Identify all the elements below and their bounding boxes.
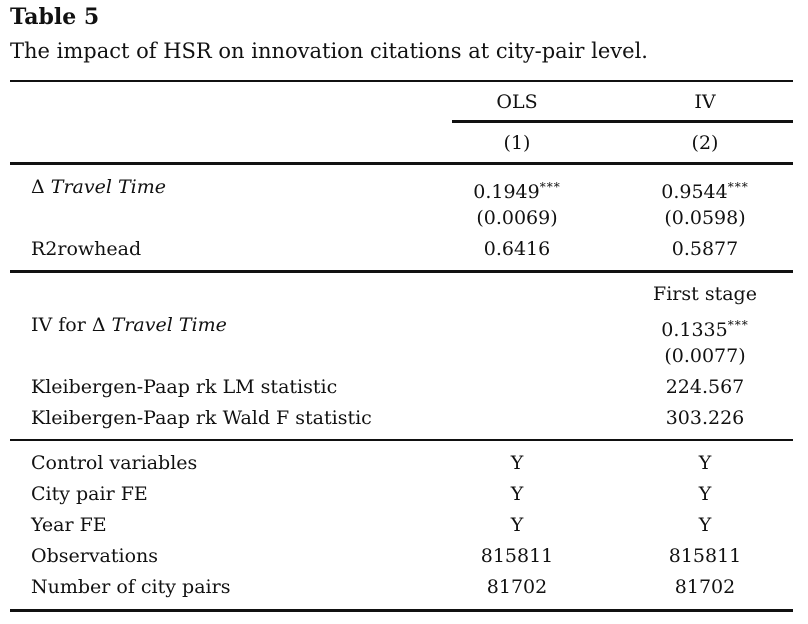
r2-ols: 0.6416 [483,238,551,260]
row-value-ols: Y [510,514,524,536]
coef-iv-value: 0.9544 [661,181,728,203]
significance-stars: *** [727,318,749,332]
row-label-iv-travel-time [31,313,227,337]
row-label: City pair FE [31,483,148,505]
row-label: Number of city pairs [31,576,231,598]
row-label: Year FE [31,514,107,536]
table-label: Table 5 [10,4,100,30]
r2-iv: 0.5877 [671,238,739,260]
row-value-ols: Y [510,483,524,505]
row-value-ols: Y [510,452,524,474]
column-header-ols: OLS [496,91,538,113]
row-label: Observations [31,545,159,567]
row-label-wald: Kleibergen-Paap rk Wald F statistic [31,407,372,429]
row-value-iv: 815811 [668,545,742,567]
significance-stars: *** [727,180,749,194]
row-label-r2: R2rowhead [31,238,142,260]
row-value-ols: 81702 [486,576,548,598]
row-value-iv: Y [698,452,712,474]
coef-ols-value: 0.1949 [473,181,540,203]
table-caption: The impact of HSR on innovation citations at city-pair level. [10,39,648,63]
wald-value: 303.226 [665,407,745,429]
coef-ols [447,175,587,204]
row-label: Control variables [31,452,198,474]
travel-time-text: Travel Time [50,176,166,198]
bottom-rule [10,609,793,612]
delta-symbol: Δ [31,176,45,198]
row-label-lm: Kleibergen-Paap rk LM statistic [31,376,338,398]
row-label-travel-time [31,175,166,199]
panel2-bottom-rule [10,439,793,441]
first-stage-coef-value: 0.1335 [661,319,728,341]
significance-stars: *** [539,180,561,194]
iv-for-text: IV for [31,314,86,336]
coef-iv [635,175,775,204]
header-subrule [452,120,793,123]
header-bottom-rule [10,162,793,165]
column-number-1: (1) [503,132,531,154]
row-value-iv: 81702 [674,576,736,598]
row-value-iv: Y [698,483,712,505]
lm-value: 224.567 [665,376,745,398]
row-value-iv: Y [698,514,712,536]
column-number-2: (2) [691,132,719,154]
top-rule [10,80,793,82]
travel-time-text: Travel Time [111,314,227,336]
se-ols: (0.0069) [476,207,558,229]
delta-symbol: Δ [91,314,106,336]
panel1-bottom-rule [10,270,793,273]
se-iv: (0.0598) [664,207,746,229]
row-value-ols: 815811 [480,545,554,567]
first-stage-label: First stage [653,283,757,305]
first-stage-se: (0.0077) [664,345,746,367]
column-header-iv: IV [694,91,716,113]
first-stage-coef [635,313,775,342]
